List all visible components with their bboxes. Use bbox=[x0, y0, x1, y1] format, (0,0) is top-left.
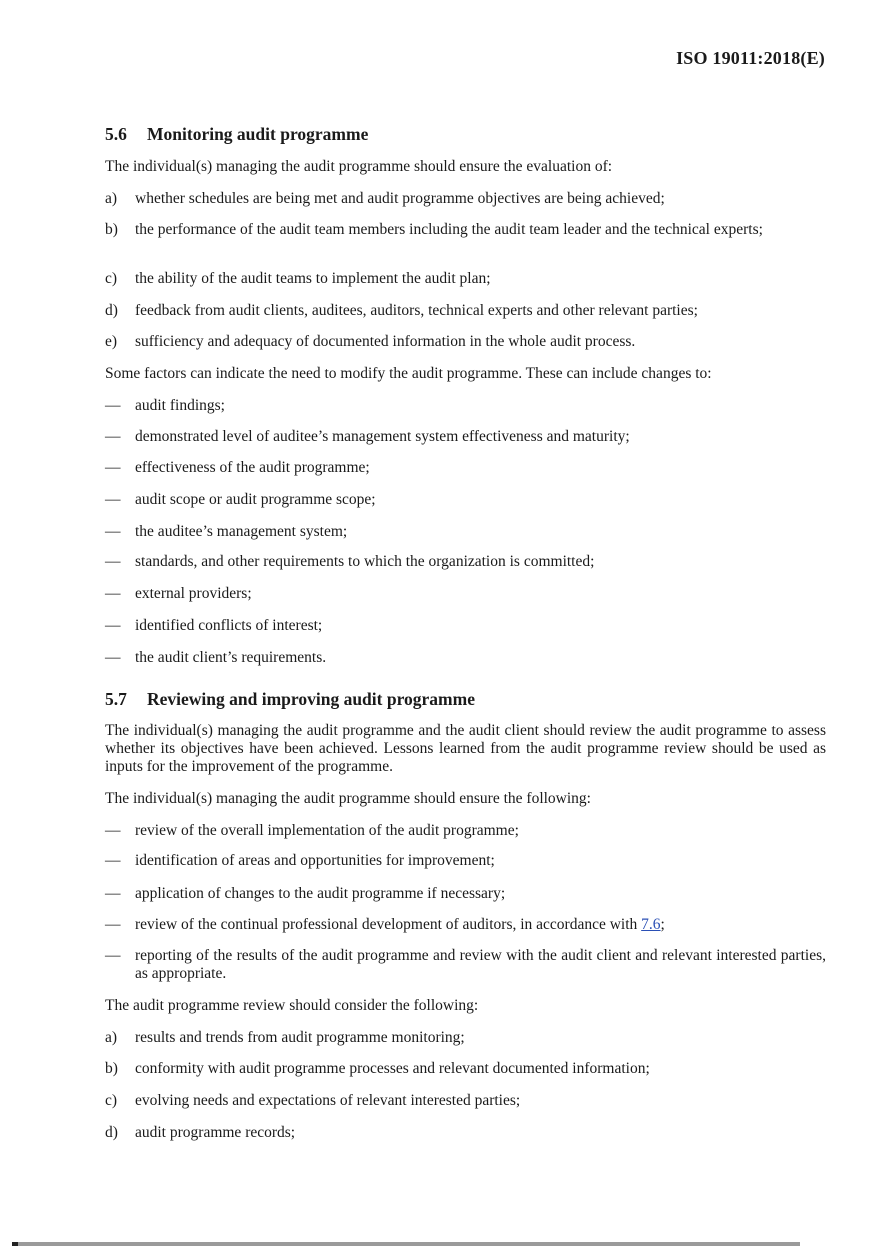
list-marker: — bbox=[105, 523, 121, 540]
list-marker: c) bbox=[105, 270, 118, 287]
list-marker: c) bbox=[105, 1092, 118, 1109]
list-marker: b) bbox=[105, 221, 118, 238]
list-marker: — bbox=[105, 852, 121, 869]
list-item bbox=[105, 617, 826, 635]
clause-link-7-6[interactable]: 7.6 bbox=[641, 916, 661, 933]
list-text: the audit client’s requirements. bbox=[135, 649, 327, 666]
list-text: sufficiency and adequacy of documented information in the whole audit process. bbox=[135, 333, 636, 350]
list-marker: — bbox=[105, 822, 121, 839]
paragraph: The audit programme review should consider the following: bbox=[105, 997, 479, 1014]
list-text: the auditee’s management system; bbox=[135, 523, 348, 540]
list-text: the ability of the audit teams to implement the audit plan; bbox=[135, 270, 491, 287]
section-number: 5.6 bbox=[105, 124, 127, 144]
list-item bbox=[105, 397, 826, 415]
list-item bbox=[105, 1060, 826, 1078]
list-item bbox=[105, 585, 826, 603]
list-marker: — bbox=[105, 617, 121, 634]
list-marker: d) bbox=[105, 1124, 118, 1141]
horizontal-scrollbar[interactable] bbox=[12, 1242, 800, 1246]
list-marker: — bbox=[105, 649, 121, 666]
list-marker: a) bbox=[105, 1029, 118, 1046]
list-text: the performance of the audit team members including the audit team leader and the technical experts; bbox=[135, 221, 763, 238]
list-item bbox=[105, 523, 826, 541]
list-marker: — bbox=[105, 947, 121, 964]
list-marker: d) bbox=[105, 302, 118, 319]
list-marker: — bbox=[105, 553, 121, 570]
list-item bbox=[105, 822, 826, 840]
list-text: identification of areas and opportunities for improvement; bbox=[135, 852, 495, 869]
section-number: 5.7 bbox=[105, 689, 127, 709]
list-text: application of changes to the audit programme if necessary; bbox=[135, 885, 506, 902]
list-marker: — bbox=[105, 459, 121, 476]
list-text: evolving needs and expectations of relevant interested parties; bbox=[135, 1092, 521, 1109]
list-text: reporting of the results of the audit programme and review with the audit client and relevant interested parties, as appropriate. bbox=[135, 947, 826, 982]
list-item bbox=[105, 852, 826, 870]
section-heading-5-6 bbox=[105, 124, 368, 145]
section-heading-5-7 bbox=[105, 689, 475, 710]
list-text: identified conflicts of interest; bbox=[135, 617, 323, 634]
list-marker: a) bbox=[105, 190, 118, 207]
list-item bbox=[105, 1092, 826, 1110]
list-item bbox=[105, 221, 826, 239]
list-marker: — bbox=[105, 428, 121, 445]
list-marker: — bbox=[105, 491, 121, 508]
list-item bbox=[105, 302, 826, 320]
list-text: conformity with audit programme processes and relevant documented information; bbox=[135, 1060, 650, 1077]
list-marker: — bbox=[105, 397, 121, 414]
paragraph: Some factors can indicate the need to modify the audit programme. These can include changes to: bbox=[105, 365, 712, 382]
list-text: results and trends from audit programme monitoring; bbox=[135, 1029, 465, 1046]
list-text: effectiveness of the audit programme; bbox=[135, 459, 370, 476]
list-text bbox=[135, 916, 826, 934]
list-marker: — bbox=[105, 885, 121, 902]
list-text: audit scope or audit programme scope; bbox=[135, 491, 376, 508]
list-item bbox=[105, 553, 826, 571]
list-text-body: review of the continual professional development of auditors, in accordance with bbox=[135, 916, 642, 933]
section-title: Monitoring audit programme bbox=[147, 124, 369, 144]
document-id-header: ISO 19011:2018(E) bbox=[676, 48, 825, 68]
list-text: standards, and other requirements to which the organization is committed; bbox=[135, 553, 595, 570]
list-item bbox=[105, 428, 826, 446]
scrollbar-thumb[interactable] bbox=[12, 1242, 18, 1246]
list-text: review of the overall implementation of the audit programme; bbox=[135, 822, 519, 839]
list-item bbox=[105, 190, 826, 208]
list-text: audit programme records; bbox=[135, 1124, 296, 1141]
list-item bbox=[105, 491, 826, 509]
paragraph: The individual(s) managing the audit programme and the audit client should review the audit programme to assess whether its objectives have been achieved. Lessons learned from the audit programme review should be used as inputs for the improvement of the programme. bbox=[105, 722, 826, 775]
list-marker: b) bbox=[105, 1060, 118, 1077]
list-item bbox=[105, 459, 826, 477]
list-item bbox=[105, 1029, 826, 1047]
list-text: feedback from audit clients, auditees, auditors, technical experts and other relevant parties; bbox=[135, 302, 698, 319]
list-text: whether schedules are being met and audit programme objectives are being achieved; bbox=[135, 190, 665, 207]
list-item bbox=[105, 649, 826, 667]
list-text: demonstrated level of auditee’s management system effectiveness and maturity; bbox=[135, 428, 630, 445]
list-item bbox=[105, 885, 826, 903]
list-text-suffix: ; bbox=[660, 916, 665, 933]
list-marker: — bbox=[105, 916, 121, 933]
list-marker: e) bbox=[105, 333, 118, 350]
section-title: Reviewing and improving audit programme bbox=[147, 689, 475, 709]
list-item bbox=[105, 270, 826, 288]
list-item bbox=[105, 333, 826, 351]
paragraph: The individual(s) managing the audit programme should ensure the following: bbox=[105, 790, 591, 807]
list-item bbox=[105, 947, 826, 983]
list-item bbox=[105, 1124, 826, 1142]
list-item bbox=[105, 916, 826, 934]
list-text: audit findings; bbox=[135, 397, 225, 414]
paragraph: The individual(s) managing the audit programme should ensure the evaluation of: bbox=[105, 158, 613, 175]
list-text: external providers; bbox=[135, 585, 252, 602]
list-marker: — bbox=[105, 585, 121, 602]
